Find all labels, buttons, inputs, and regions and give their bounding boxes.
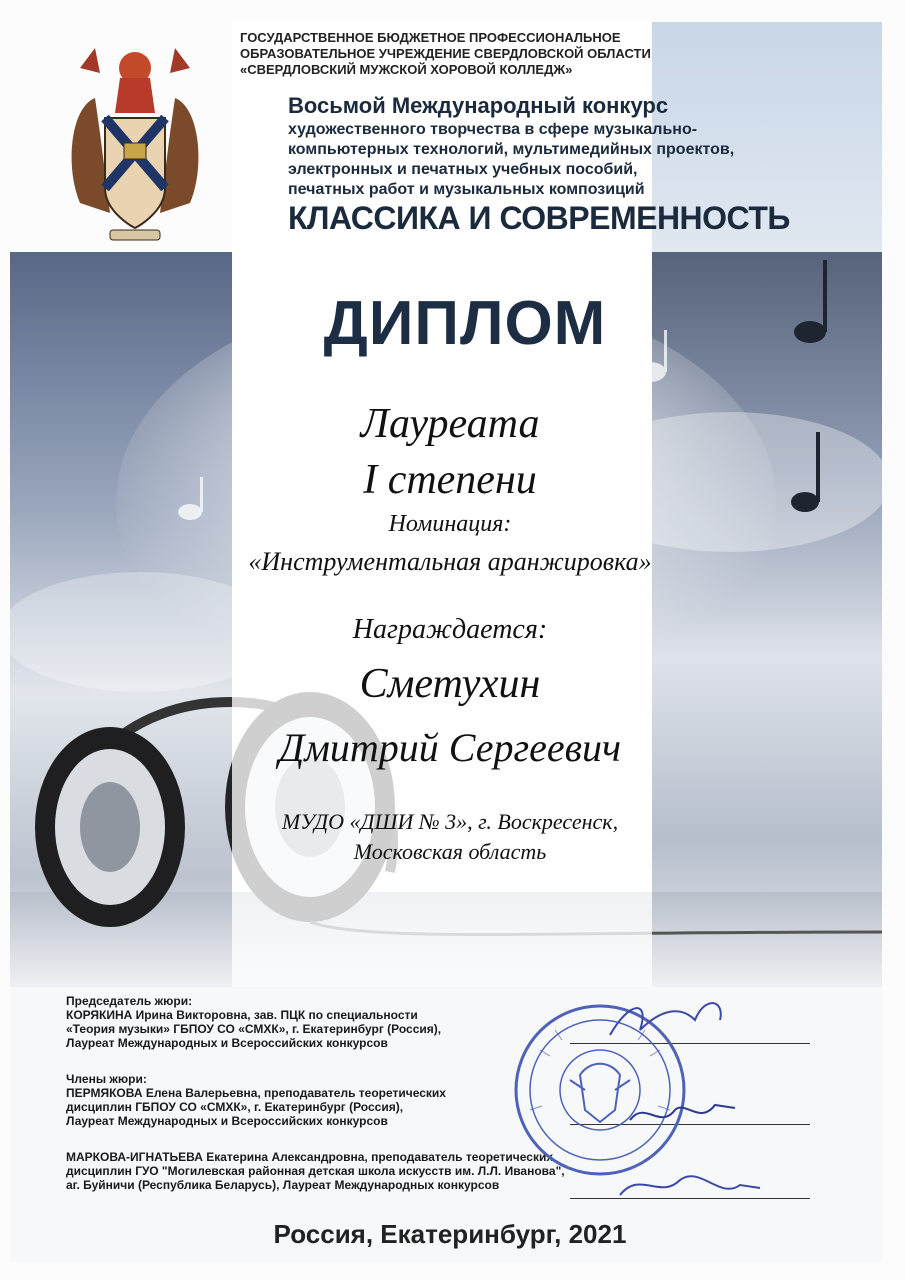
diploma-title: ДИПЛОМ — [323, 289, 607, 358]
institution-line: ГОСУДАРСТВЕННОЕ БЮДЖЕТНОЕ ПРОФЕССИОНАЛЬНОЕ — [240, 30, 621, 45]
nomination-label: Номинация: — [388, 511, 512, 537]
contest-heading: Восьмой Международный конкурс — [288, 93, 669, 118]
jury-members-title: Члены жюри: — [66, 1072, 147, 1086]
jury-chair-title: Председатель жюри: — [66, 994, 193, 1008]
place-and-year: Россия, Екатеринбург, 2021 — [273, 1219, 627, 1249]
institution-name — [240, 30, 660, 78]
contest-line: компьютерных технологий, мультимедийных проектов, — [288, 141, 735, 158]
jury-line: «Теория музыки» ГБПОУ СО «СМХК», г. Екатеринбург (Россия), — [66, 1022, 442, 1036]
awarded-label: Награждается: — [352, 614, 548, 645]
jury-line: КОРЯКИНА Ирина Викторовна, зав. ПЦК по специальности — [66, 1008, 418, 1022]
contest-description — [288, 120, 808, 200]
recipient-school: МУДО «ДШИ № 3», г. Воскресенск, — [281, 809, 619, 834]
jury-chair-details — [66, 1008, 546, 1050]
jury-line: аг. Буйничи (Республика Беларусь), Лауреат Международных конкурсов — [66, 1178, 500, 1192]
institution-line: ОБРАЗОВАТЕЛЬНОЕ УЧРЕЖДЕНИЕ СВЕРДЛОВСКОЙ ОБЛАСТИ — [240, 46, 651, 61]
recipient-surname: Сметухин — [359, 661, 541, 707]
coat-of-arms-icon — [60, 38, 210, 244]
jury-line: МАРКОВА-ИГНАТЬЕВА Екатерина Александровна, преподаватель теоретических — [66, 1150, 554, 1164]
contest-line: печатных работ и музыкальных композиций — [288, 181, 645, 198]
contest-name: КЛАССИКА И СОВРЕМЕННОСТЬ — [288, 200, 790, 236]
jury-member-details — [66, 1086, 546, 1128]
recipient-given-names: Дмитрий Сергеевич — [278, 725, 622, 770]
jury-line: дисциплин ГУО "Могилевская районная детская школа искусств им. Л.Л. Иванова", — [66, 1164, 565, 1178]
jury-line: Лауреат Международных и Всероссийских конкурсов — [66, 1036, 388, 1050]
institution-line: «СВЕРДЛОВСКИЙ МУЖСКОЙ ХОРОВОЙ КОЛЛЕДЖ» — [240, 62, 573, 77]
nomination-value: «Инструментальная аранжировка» — [248, 547, 652, 576]
contest-line: электронных и печатных учебных пособий, — [288, 161, 638, 178]
jury-line: Лауреат Международных и Всероссийских конкурсов — [66, 1114, 388, 1128]
handwritten-signature-icon — [610, 1160, 770, 1210]
laureate-label: Лауреата — [360, 401, 540, 447]
handwritten-signature-icon — [600, 990, 740, 1050]
degree-label: I степени — [363, 457, 537, 503]
jury-line: ПЕРМЯКОВА Елена Валерьевна, преподаватель теоретических — [66, 1086, 446, 1100]
jury-line: дисциплин ГБПОУ СО «СМХК», г. Екатеринбург (Россия), — [66, 1100, 404, 1114]
contest-line: художественного творчества в сфере музыкально- — [288, 121, 698, 138]
recipient-region: Московская область — [353, 839, 547, 864]
handwritten-signature-icon — [620, 1090, 750, 1140]
